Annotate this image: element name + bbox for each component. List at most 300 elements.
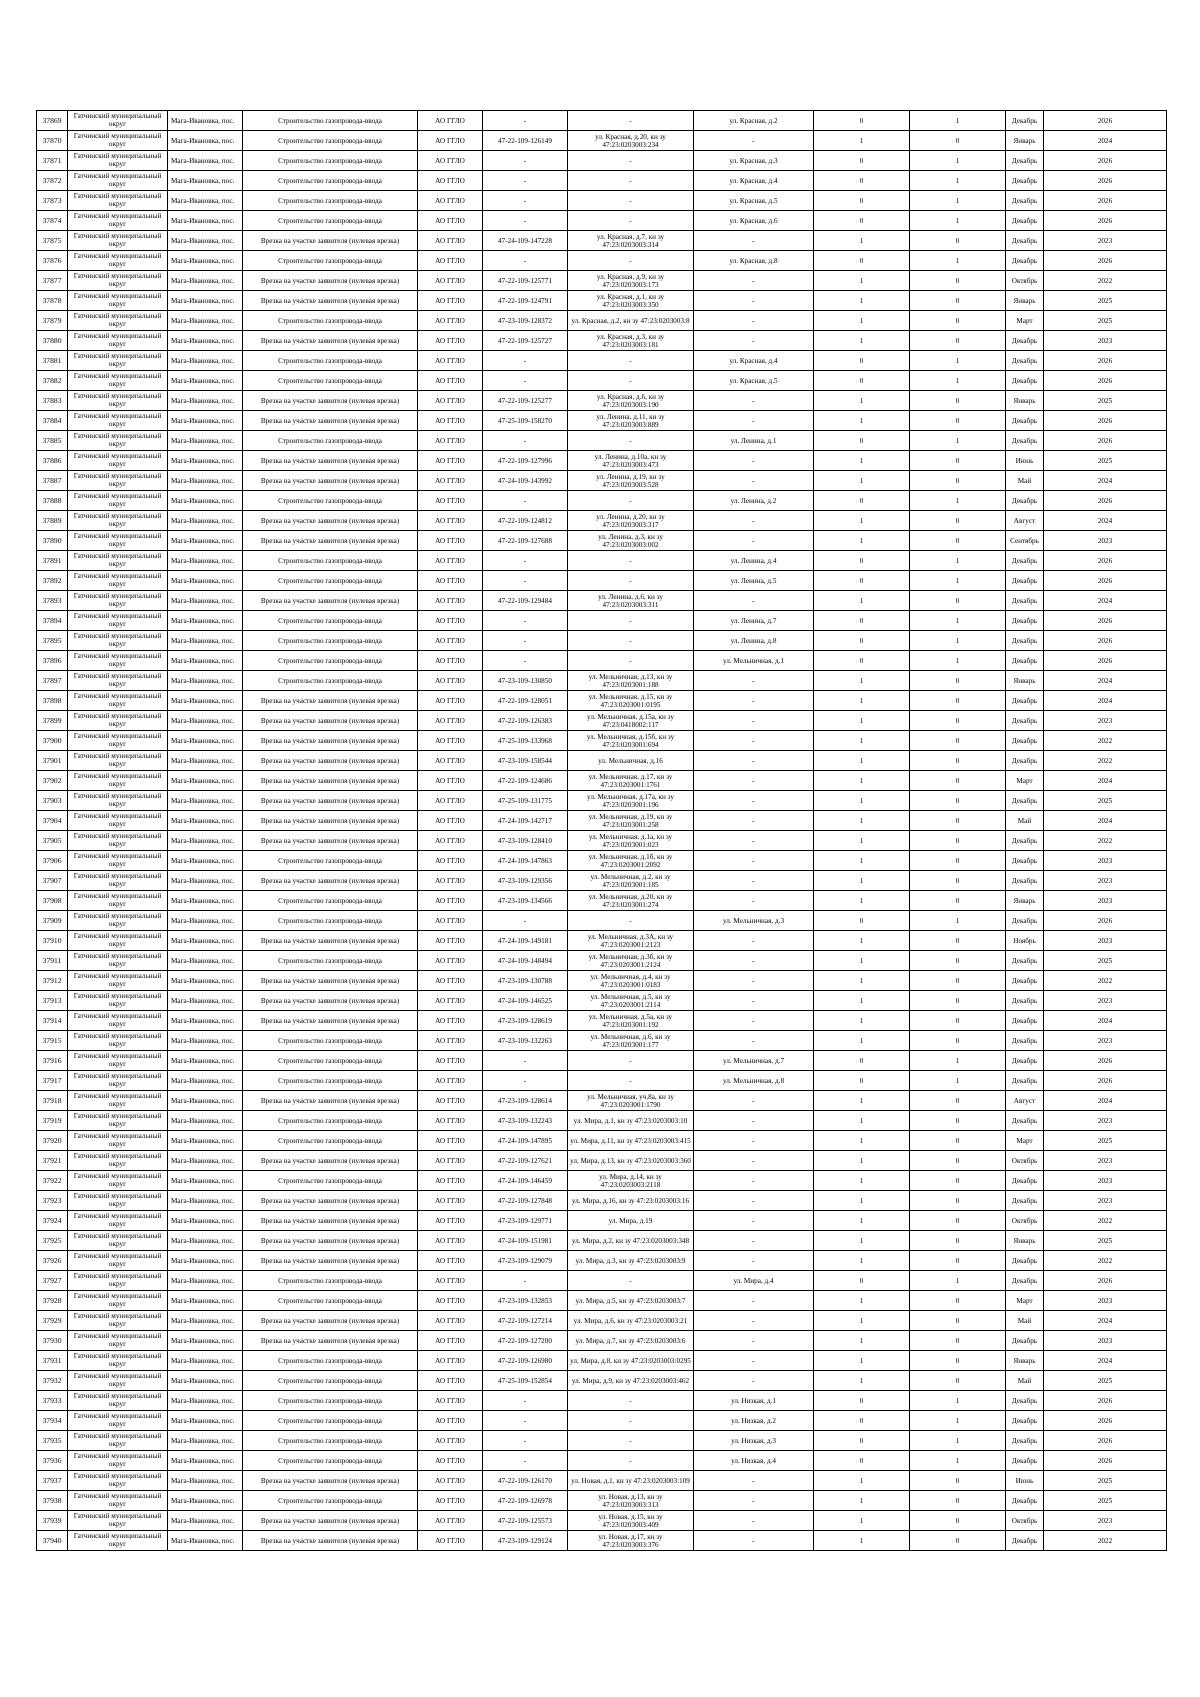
settlement-cell: Мага-Ивановка, пос. [168,1391,243,1411]
planned-count-cell: 0 [910,771,1006,791]
district-cell: Гатчинский муниципальный округ [68,1371,168,1391]
planned-address-cell: - [694,1351,814,1371]
operator-cell: АО ГГЛО [418,871,483,891]
work-type-cell: Врезка на участке заявителя (нулевая врезка) [243,1471,418,1491]
cadastral-address-cell: ул. Мельничная, д.15а, кн зу 47:23:0418002:117 [568,711,694,731]
work-type-cell: Строительство газопровода-ввода [243,251,418,271]
cadastral-address-cell: ул. Ленина, д.11, кн зу 47:23:0203003:889 [568,411,694,431]
settlement-cell: Мага-Ивановка, пос. [168,771,243,791]
settlement-cell: Мага-Ивановка, пос. [168,1111,243,1131]
cadastral-address-cell: - [568,431,694,451]
cadastral-address-cell: - [568,1071,694,1091]
planned-count-cell: 0 [910,1511,1006,1531]
gasification-table [36,110,1167,1551]
cadastral-address-cell: ул. Мельничная, д.17, кн зу 47:23:0203001:1761 [568,771,694,791]
year-cell: 2026 [1044,111,1167,131]
table-row [37,711,1167,731]
connected-count-cell: 0 [814,1451,910,1471]
planned-address-cell: ул. Красная, д.4 [694,171,814,191]
cadastral-address-cell: ул. Мира, д.13, кн зу 47:23:0203003:360 [568,1151,694,1171]
table-row [37,271,1167,291]
operator-cell: АО ГГЛО [418,1111,483,1131]
row-number-cell: 37935 [37,1431,68,1451]
operator-cell: АО ГГЛО [418,191,483,211]
district-cell: Гатчинский муниципальный округ [68,391,168,411]
work-type-cell: Врезка на участке заявителя (нулевая врезка) [243,271,418,291]
planned-address-cell: - [694,291,814,311]
table-row [37,731,1167,751]
cadastral-address-cell: ул. Ленина, д.6, кн зу 47:23:0203003:311 [568,591,694,611]
planned-count-cell: 0 [910,931,1006,951]
month-cell: Декабрь [1006,911,1044,931]
year-cell: 2022 [1044,1211,1167,1231]
work-type-cell: Строительство газопровода-ввода [243,951,418,971]
district-cell: Гатчинский муниципальный округ [68,1111,168,1131]
year-cell: 2023 [1044,1291,1167,1311]
year-cell: 2026 [1044,1051,1167,1071]
operator-cell: АО ГГЛО [418,931,483,951]
district-cell: Гатчинский муниципальный округ [68,131,168,151]
year-cell: 2026 [1044,1411,1167,1431]
work-type-cell: Врезка на участке заявителя (нулевая врезка) [243,291,418,311]
planned-count-cell: 0 [910,1011,1006,1031]
month-cell: Декабрь [1006,971,1044,991]
row-number-cell: 37878 [37,291,68,311]
contract-number-cell: 47-22-109-125573 [483,1511,568,1531]
year-cell: 2024 [1044,1091,1167,1111]
work-type-cell: Строительство газопровода-ввода [243,551,418,571]
operator-cell: АО ГГЛО [418,631,483,651]
row-number-cell: 37933 [37,1391,68,1411]
month-cell: Декабрь [1006,791,1044,811]
settlement-cell: Мага-Ивановка, пос. [168,1231,243,1251]
connected-count-cell: 1 [814,871,910,891]
row-number-cell: 37873 [37,191,68,211]
planned-count-cell: 0 [910,971,1006,991]
month-cell: Октябрь [1006,1151,1044,1171]
row-number-cell: 37906 [37,851,68,871]
planned-count-cell: 1 [910,651,1006,671]
table-row [37,1051,1167,1071]
month-cell: Май [1006,1371,1044,1391]
planned-count-cell: 1 [910,171,1006,191]
connected-count-cell: 1 [814,1031,910,1051]
contract-number-cell: 47-23-109-132243 [483,1111,568,1131]
district-cell: Гатчинский муниципальный округ [68,511,168,531]
work-type-cell: Врезка на участке заявителя (нулевая врезка) [243,751,418,771]
planned-count-cell: 1 [910,571,1006,591]
month-cell: Сентябрь [1006,531,1044,551]
settlement-cell: Мага-Ивановка, пос. [168,991,243,1011]
settlement-cell: Мага-Ивановка, пос. [168,1411,243,1431]
operator-cell: АО ГГЛО [418,1511,483,1531]
operator-cell: АО ГГЛО [418,151,483,171]
connected-count-cell: 1 [814,951,910,971]
contract-number-cell: 47-23-109-129124 [483,1531,568,1551]
table-row [37,931,1167,951]
year-cell: 2026 [1044,551,1167,571]
row-number-cell: 37875 [37,231,68,251]
cadastral-address-cell: ул. Мельничная, д.16 [568,751,694,771]
cadastral-address-cell: ул. Мельничная, д.17а, кн зу 47:23:0203001:196 [568,791,694,811]
district-cell: Гатчинский муниципальный округ [68,1251,168,1271]
planned-count-cell: 0 [910,1191,1006,1211]
cadastral-address-cell: ул. Мельничная, д.1б, кн зу 47:23:0203001:2092 [568,851,694,871]
planned-address-cell: - [694,731,814,751]
operator-cell: АО ГГЛО [418,1471,483,1491]
district-cell: Гатчинский муниципальный округ [68,1271,168,1291]
month-cell: Декабрь [1006,651,1044,671]
table-row [37,531,1167,551]
month-cell: Декабрь [1006,691,1044,711]
contract-number-cell: 47-23-109-130788 [483,971,568,991]
work-type-cell: Врезка на участке заявителя (нулевая врезка) [243,1311,418,1331]
work-type-cell: Врезка на участке заявителя (нулевая врезка) [243,1091,418,1111]
table-row [37,1371,1167,1391]
operator-cell: АО ГГЛО [418,1231,483,1251]
table-row [37,151,1167,171]
contract-number-cell: 47-23-109-128614 [483,1091,568,1111]
table-row [37,1111,1167,1131]
district-cell: Гатчинский муниципальный округ [68,991,168,1011]
cadastral-address-cell: ул. Ленина, д.10а, кн зу 47:23:0203003:473 [568,451,694,471]
contract-number-cell: 47-25-109-158270 [483,411,568,431]
table-row [37,131,1167,151]
district-cell: Гатчинский муниципальный округ [68,771,168,791]
month-cell: Декабрь [1006,1411,1044,1431]
contract-number-cell: 47-24-109-148494 [483,951,568,971]
contract-number-cell: 47-25-109-131775 [483,791,568,811]
planned-address-cell: - [694,871,814,891]
operator-cell: АО ГГЛО [418,1311,483,1331]
operator-cell: АО ГГЛО [418,551,483,571]
row-number-cell: 37900 [37,731,68,751]
table-row [37,1131,1167,1151]
settlement-cell: Мага-Ивановка, пос. [168,1311,243,1331]
connected-count-cell: 0 [814,1391,910,1411]
planned-address-cell: ул. Мельничная, д.1 [694,651,814,671]
month-cell: Декабрь [1006,1111,1044,1131]
settlement-cell: Мага-Ивановка, пос. [168,591,243,611]
connected-count-cell: 1 [814,1011,910,1031]
district-cell: Гатчинский муниципальный округ [68,351,168,371]
planned-address-cell: ул. Низкая, д.3 [694,1431,814,1451]
cadastral-address-cell: - [568,211,694,231]
work-type-cell: Врезка на участке заявителя (нулевая врезка) [243,1211,418,1231]
year-cell: 2023 [1044,231,1167,251]
planned-count-cell: 1 [910,1411,1006,1431]
table-row [37,871,1167,891]
district-cell: Гатчинский муниципальный округ [68,651,168,671]
row-number-cell: 37870 [37,131,68,151]
connected-count-cell: 1 [814,451,910,471]
planned-address-cell: - [694,471,814,491]
cadastral-address-cell: ул. Новая, д.17, кн зу 47:23:0203003:376 [568,1531,694,1551]
month-cell: Июнь [1006,451,1044,471]
month-cell: Январь [1006,291,1044,311]
planned-count-cell: 0 [910,1531,1006,1551]
connected-count-cell: 0 [814,171,910,191]
work-type-cell: Строительство газопровода-ввода [243,911,418,931]
connected-count-cell: 1 [814,291,910,311]
month-cell: Декабрь [1006,1491,1044,1511]
cadastral-address-cell: ул. Новая, д.13, кн зу 47:23:0203003:313 [568,1491,694,1511]
work-type-cell: Строительство газопровода-ввода [243,651,418,671]
planned-count-cell: 0 [910,1211,1006,1231]
cadastral-address-cell: ул. Красная, д.3, кн зу 47:23:0203003:181 [568,331,694,351]
cadastral-address-cell: ул. Мира, д.11, кн зу 47:23:0203003:415 [568,1131,694,1151]
district-cell: Гатчинский муниципальный округ [68,1431,168,1451]
district-cell: Гатчинский муниципальный округ [68,1151,168,1171]
row-number-cell: 37889 [37,511,68,531]
row-number-cell: 37934 [37,1411,68,1431]
planned-address-cell: - [694,691,814,711]
operator-cell: АО ГГЛО [418,1251,483,1271]
contract-number-cell: 47-22-109-126978 [483,1491,568,1511]
year-cell: 2024 [1044,131,1167,151]
table-row [37,1451,1167,1471]
planned-address-cell: - [694,751,814,771]
connected-count-cell: 1 [814,331,910,351]
table-row [37,991,1167,1011]
connected-count-cell: 1 [814,511,910,531]
district-cell: Гатчинский муниципальный округ [68,591,168,611]
table-row [37,1211,1167,1231]
table-row [37,191,1167,211]
row-number-cell: 37880 [37,331,68,351]
year-cell: 2026 [1044,351,1167,371]
table-row [37,971,1167,991]
month-cell: Декабрь [1006,871,1044,891]
table-row [37,1071,1167,1091]
planned-address-cell: - [694,811,814,831]
settlement-cell: Мага-Ивановка, пос. [168,891,243,911]
settlement-cell: Мага-Ивановка, пос. [168,231,243,251]
year-cell: 2026 [1044,571,1167,591]
year-cell: 2024 [1044,511,1167,531]
planned-address-cell: - [694,991,814,1011]
district-cell: Гатчинский муниципальный округ [68,1171,168,1191]
row-number-cell: 37918 [37,1091,68,1111]
table-row [37,631,1167,651]
year-cell: 2026 [1044,191,1167,211]
operator-cell: АО ГГЛО [418,171,483,191]
table-row [37,1391,1167,1411]
planned-address-cell: - [694,531,814,551]
row-number-cell: 37927 [37,1271,68,1291]
row-number-cell: 37869 [37,111,68,131]
settlement-cell: Мага-Ивановка, пос. [168,1211,243,1231]
district-cell: Гатчинский муниципальный округ [68,951,168,971]
row-number-cell: 37914 [37,1011,68,1031]
work-type-cell: Врезка на участке заявителя (нулевая врезка) [243,1151,418,1171]
table-row [37,1511,1167,1531]
district-cell: Гатчинский муниципальный округ [68,1451,168,1471]
month-cell: Январь [1006,1231,1044,1251]
settlement-cell: Мага-Ивановка, пос. [168,831,243,851]
operator-cell: АО ГГЛО [418,291,483,311]
planned-address-cell: ул. Ленина, д.5 [694,571,814,591]
settlement-cell: Мага-Ивановка, пос. [168,811,243,831]
cadastral-address-cell: - [568,651,694,671]
cadastral-address-cell: - [568,611,694,631]
month-cell: Декабрь [1006,1071,1044,1091]
connected-count-cell: 0 [814,351,910,371]
planned-address-cell: ул. Низкая, д.2 [694,1411,814,1431]
district-cell: Гатчинский муниципальный округ [68,971,168,991]
district-cell: Гатчинский муниципальный округ [68,291,168,311]
connected-count-cell: 1 [814,1191,910,1211]
row-number-cell: 37890 [37,531,68,551]
row-number-cell: 37887 [37,471,68,491]
year-cell: 2025 [1044,951,1167,971]
district-cell: Гатчинский муниципальный округ [68,491,168,511]
contract-number-cell: 47-22-109-129484 [483,591,568,611]
work-type-cell: Врезка на участке заявителя (нулевая врезка) [243,1511,418,1531]
settlement-cell: Мага-Ивановка, пос. [168,1171,243,1191]
settlement-cell: Мага-Ивановка, пос. [168,1091,243,1111]
district-cell: Гатчинский муниципальный округ [68,1131,168,1151]
planned-address-cell: ул. Мельничная, д.7 [694,1051,814,1071]
planned-count-cell: 0 [910,671,1006,691]
year-cell: 2025 [1044,1231,1167,1251]
cadastral-address-cell: ул. Мира, д.19 [568,1211,694,1231]
work-type-cell: Строительство газопровода-ввода [243,151,418,171]
cadastral-address-cell: - [568,491,694,511]
district-cell: Гатчинский муниципальный округ [68,551,168,571]
operator-cell: АО ГГЛО [418,831,483,851]
connected-count-cell: 1 [814,1311,910,1331]
month-cell: Декабрь [1006,951,1044,971]
contract-number-cell: 47-24-109-151981 [483,1231,568,1251]
planned-count-cell: 0 [910,451,1006,471]
row-number-cell: 37871 [37,151,68,171]
planned-address-cell: - [694,271,814,291]
row-number-cell: 37903 [37,791,68,811]
table-row [37,911,1167,931]
settlement-cell: Мага-Ивановка, пос. [168,1351,243,1371]
work-type-cell: Врезка на участке заявителя (нулевая врезка) [243,971,418,991]
planned-count-cell: 0 [910,131,1006,151]
month-cell: Декабрь [1006,1031,1044,1051]
planned-count-cell: 0 [910,1111,1006,1131]
connected-count-cell: 1 [814,1111,910,1131]
settlement-cell: Мага-Ивановка, пос. [168,151,243,171]
settlement-cell: Мага-Ивановка, пос. [168,191,243,211]
row-number-cell: 37895 [37,631,68,651]
month-cell: Март [1006,311,1044,331]
contract-number-cell: - [483,1451,568,1471]
settlement-cell: Мага-Ивановка, пос. [168,751,243,771]
planned-count-cell: 0 [910,1131,1006,1151]
operator-cell: АО ГГЛО [418,1151,483,1171]
planned-address-cell: - [694,511,814,531]
year-cell: 2022 [1044,271,1167,291]
month-cell: Декабрь [1006,991,1044,1011]
year-cell: 2025 [1044,311,1167,331]
operator-cell: АО ГГЛО [418,711,483,731]
operator-cell: АО ГГЛО [418,271,483,291]
operator-cell: АО ГГЛО [418,611,483,631]
settlement-cell: Мага-Ивановка, пос. [168,1511,243,1531]
connected-count-cell: 1 [814,1171,910,1191]
work-type-cell: Врезка на участке заявителя (нулевая врезка) [243,1231,418,1251]
connected-count-cell: 1 [814,791,910,811]
cadastral-address-cell: ул. Мира, д.14, кн зу 47:23:0203003:2118 [568,1171,694,1191]
settlement-cell: Мага-Ивановка, пос. [168,451,243,471]
connected-count-cell: 0 [814,611,910,631]
contract-number-cell: - [483,191,568,211]
connected-count-cell: 1 [814,671,910,691]
planned-address-cell: ул. Красная, д.3 [694,151,814,171]
month-cell: Июнь [1006,1471,1044,1491]
work-type-cell: Врезка на участке заявителя (нулевая врезка) [243,391,418,411]
connected-count-cell: 0 [814,251,910,271]
table-row [37,551,1167,571]
cadastral-address-cell: ул. Мира, д.16, кн зу 47:23:0203003:16 [568,1191,694,1211]
operator-cell: АО ГГЛО [418,911,483,931]
settlement-cell: Мага-Ивановка, пос. [168,251,243,271]
work-type-cell: Врезка на участке заявителя (нулевая врезка) [243,1331,418,1351]
operator-cell: АО ГГЛО [418,1431,483,1451]
year-cell: 2026 [1044,251,1167,271]
planned-count-cell: 0 [910,791,1006,811]
settlement-cell: Мага-Ивановка, пос. [168,1471,243,1491]
work-type-cell: Строительство газопровода-ввода [243,1351,418,1371]
planned-count-cell: 0 [910,1251,1006,1271]
planned-count-cell: 1 [910,551,1006,571]
connected-count-cell: 1 [814,131,910,151]
operator-cell: АО ГГЛО [418,991,483,1011]
settlement-cell: Мага-Ивановка, пос. [168,1451,243,1471]
cadastral-address-cell: ул. Красная, д.7, кн зу 47:23:0203003:314 [568,231,694,251]
planned-count-cell: 0 [910,991,1006,1011]
settlement-cell: Мага-Ивановка, пос. [168,851,243,871]
cadastral-address-cell: ул. Новая, д.15, кн зу 47:23:0203003:409 [568,1511,694,1531]
table-row [37,251,1167,271]
table-row [37,351,1167,371]
month-cell: Март [1006,1131,1044,1151]
planned-address-cell: - [694,771,814,791]
operator-cell: АО ГГЛО [418,1351,483,1371]
operator-cell: АО ГГЛО [418,111,483,131]
district-cell: Гатчинский муниципальный округ [68,1491,168,1511]
year-cell: 2026 [1044,211,1167,231]
year-cell: 2026 [1044,1391,1167,1411]
operator-cell: АО ГГЛО [418,431,483,451]
settlement-cell: Мага-Ивановка, пос. [168,291,243,311]
district-cell: Гатчинский муниципальный округ [68,571,168,591]
district-cell: Гатчинский муниципальный округ [68,831,168,851]
month-cell: Декабрь [1006,731,1044,751]
work-type-cell: Врезка на участке заявителя (нулевая врезка) [243,791,418,811]
planned-address-cell: ул. Мельничная, д.8 [694,1071,814,1091]
operator-cell: АО ГГЛО [418,231,483,251]
operator-cell: АО ГГЛО [418,451,483,471]
table-row [37,1471,1167,1491]
contract-number-cell: 47-22-109-124686 [483,771,568,791]
year-cell: 2026 [1044,371,1167,391]
planned-count-cell: 0 [910,731,1006,751]
contract-number-cell: 47-23-109-130850 [483,671,568,691]
operator-cell: АО ГГЛО [418,1331,483,1351]
work-type-cell: Строительство газопровода-ввода [243,1031,418,1051]
operator-cell: АО ГГЛО [418,651,483,671]
planned-address-cell: - [694,1111,814,1131]
year-cell: 2026 [1044,911,1167,931]
month-cell: Декабрь [1006,331,1044,351]
connected-count-cell: 0 [814,1051,910,1071]
